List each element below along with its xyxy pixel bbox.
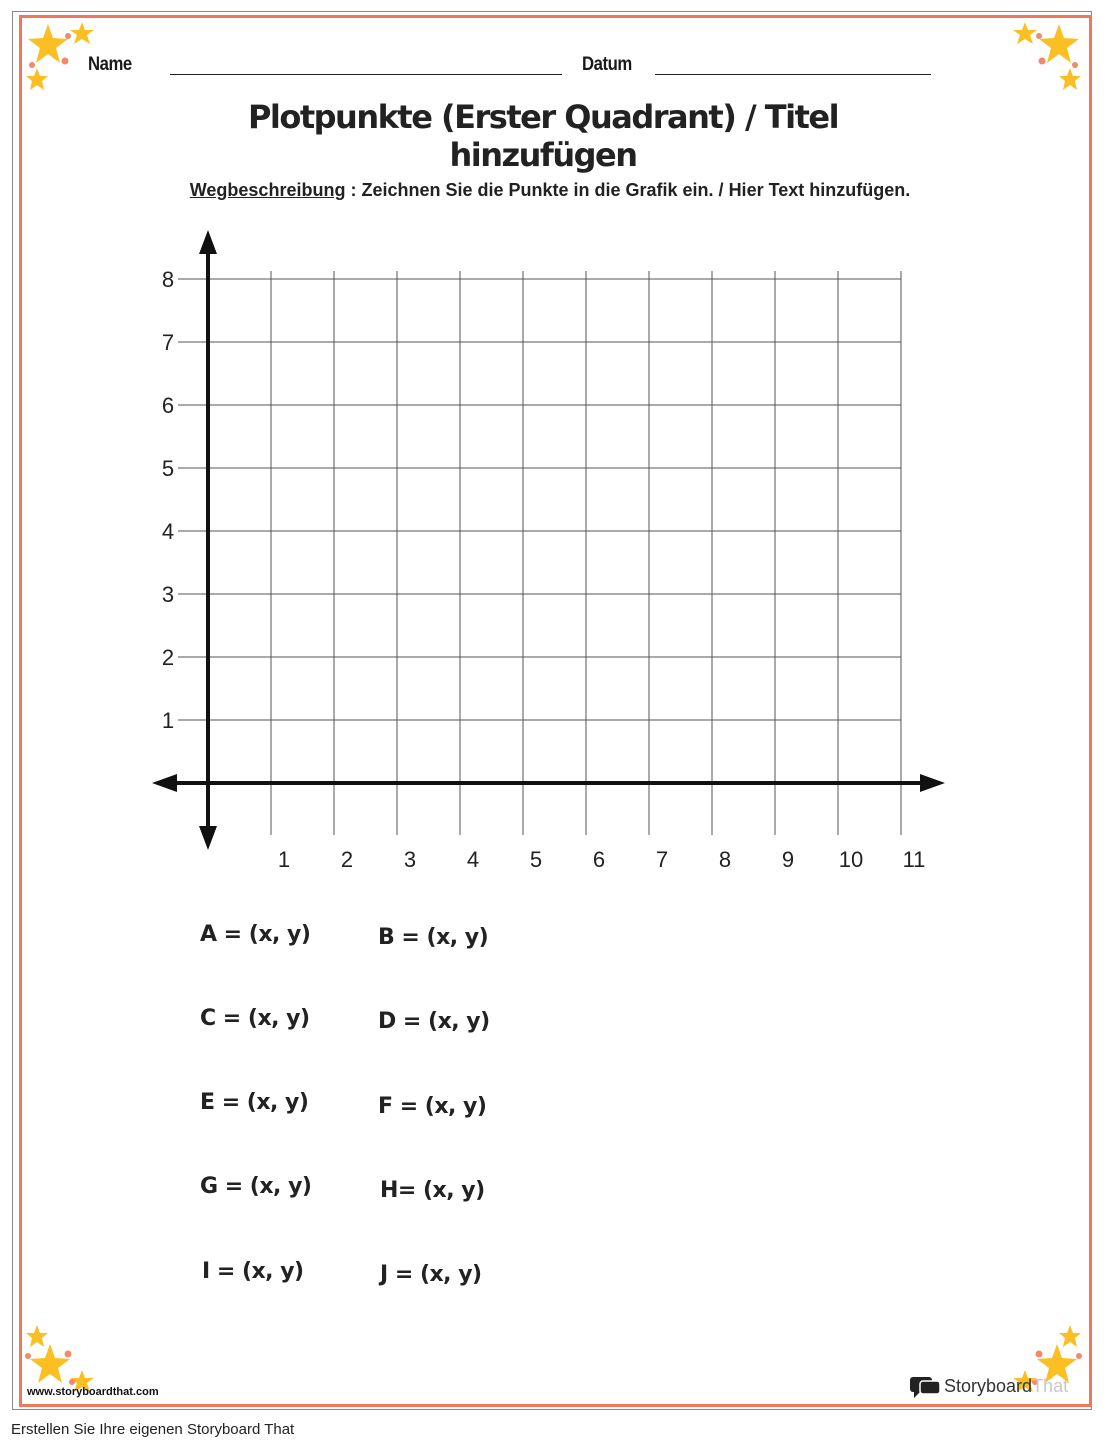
x-tick-label: 5 xyxy=(529,847,543,872)
x-tick-label: 11 xyxy=(902,847,926,872)
directions-slash: / xyxy=(713,180,729,200)
directions-label: Wegbeschreibung xyxy=(189,180,346,200)
x-tick-label: 8 xyxy=(718,847,732,872)
star-icon xyxy=(26,1325,48,1347)
x-tick-label: 10 xyxy=(838,847,864,872)
x-tick-label: 3 xyxy=(403,847,417,872)
y-tick-label: 1 xyxy=(161,708,175,733)
y-tick-label: 3 xyxy=(161,582,175,607)
y-tick-label: 4 xyxy=(161,519,175,544)
point-label-e: E = (x, y) xyxy=(200,1090,309,1115)
y-axis-arrow-up xyxy=(199,230,217,254)
brand-light: That xyxy=(1032,1376,1069,1396)
x-axis-arrow-left xyxy=(152,774,177,792)
point-label-i: I = (x, y) xyxy=(202,1259,304,1284)
date-label: Datum xyxy=(582,54,632,75)
page-caption: Erstellen Sie Ihre eigenen Storyboard That xyxy=(11,1421,295,1438)
title-line-1: Plotpunkte (Erster Quadrant) / Titel xyxy=(247,98,839,136)
title-line-2: hinzufügen xyxy=(449,136,637,174)
point-label-j: J = (x, y) xyxy=(380,1262,482,1287)
directions-separator: : xyxy=(345,180,362,200)
x-tick-label: 1 xyxy=(277,847,291,872)
x-tick-label: 2 xyxy=(340,847,354,872)
star-icon xyxy=(30,1344,70,1383)
y-tick-label: 6 xyxy=(161,393,175,418)
point-label-a: A = (x, y) xyxy=(200,922,311,947)
site-url[interactable]: www.storyboardthat.com xyxy=(27,1386,159,1398)
directions-extra: Hier Text hinzufügen. xyxy=(728,180,911,200)
point-label-d: D = (x, y) xyxy=(378,1009,490,1034)
y-tick-label: 2 xyxy=(161,645,175,670)
brand-dark: Storyboard xyxy=(944,1376,1033,1396)
y-axis-arrow-down xyxy=(199,826,217,850)
directions-text: Zeichnen Sie die Punkte in die Grafik ein. xyxy=(361,180,714,200)
x-tick-label: 4 xyxy=(466,847,480,872)
point-label-c: C = (x, y) xyxy=(200,1006,310,1031)
point-label-f: F = (x, y) xyxy=(378,1094,487,1119)
y-tick-label: 5 xyxy=(161,456,175,481)
y-tick-label: 7 xyxy=(161,330,175,355)
brand-wordmark xyxy=(944,1376,1068,1397)
star-icon xyxy=(1059,1325,1081,1347)
name-label: Name xyxy=(88,54,132,75)
point-label-h: H= (x, y) xyxy=(380,1178,485,1203)
y-tick-label: 8 xyxy=(161,267,175,292)
point-label-b: B = (x, y) xyxy=(378,925,489,950)
x-tick-label: 9 xyxy=(781,847,795,872)
x-axis-arrow-right xyxy=(920,774,945,792)
point-label-g: G = (x, y) xyxy=(200,1174,312,1199)
x-tick-label: 7 xyxy=(655,847,669,872)
speech-bubble-icon xyxy=(908,1374,942,1400)
x-tick-label: 6 xyxy=(592,847,606,872)
